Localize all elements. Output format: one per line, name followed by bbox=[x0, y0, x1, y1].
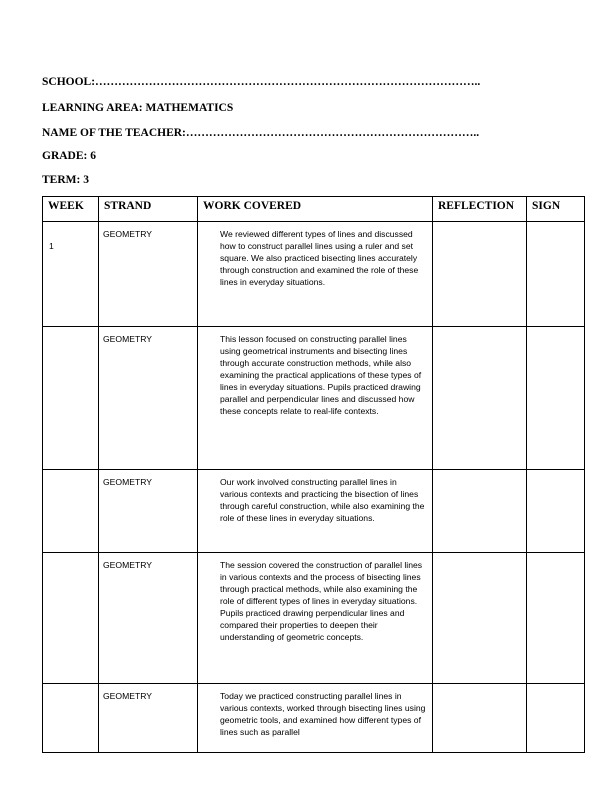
sign-cell[interactable] bbox=[527, 470, 585, 553]
reflection-cell[interactable] bbox=[433, 222, 527, 327]
strand-cell: GEOMETRY bbox=[99, 327, 198, 470]
strand-cell: GEOMETRY bbox=[99, 684, 198, 753]
column-header-week: WEEK bbox=[43, 197, 99, 222]
table-row bbox=[43, 327, 585, 470]
work-covered-cell: Our work involved constructing parallel lines in various contexts and practicing the bisection of lines through careful construction, while also examining the role of these lines in everyday situations. bbox=[198, 470, 433, 553]
table-row bbox=[43, 684, 585, 753]
week-cell bbox=[43, 553, 99, 684]
reflection-cell[interactable] bbox=[433, 470, 527, 553]
column-header-strand: STRAND bbox=[99, 197, 198, 222]
work-covered-cell: The session covered the construction of parallel lines in various contexts and the process of bisecting lines through practical methods, while also examining the role of different types of lines in everyday situations. Pupils practiced drawing perpendicular lines and compared their properties to deepen their understanding of geometric concepts. bbox=[198, 553, 433, 684]
work-record-table bbox=[42, 196, 585, 753]
table-row bbox=[43, 222, 585, 327]
work-covered-cell: We reviewed different types of lines and discussed how to construct parallel lines using a ruler and set square. We also practiced bisecting lines accurately through construction and examined the role of these lines in everyday situations. bbox=[198, 222, 433, 327]
sign-cell[interactable] bbox=[527, 553, 585, 684]
teacher-name-field: NAME OF THE TEACHER:………………………………………………………………….. bbox=[42, 127, 480, 139]
week-cell: 1 bbox=[43, 222, 99, 327]
work-covered-cell: This lesson focused on constructing parallel lines using geometrical instruments and bisecting lines through accurate construction methods, while also examining the practical applications of these types of lines in everyday situations. Pupils practiced drawing parallel and perpendicular lines and discussed how these concepts relate to real-life contexts. bbox=[198, 327, 433, 470]
work-covered-text: Today we practiced constructing parallel lines in various contexts, worked through bisecting lines using geometric tools, and examined how different types of lines such as parallel bbox=[220, 691, 426, 737]
grade-label: GRADE: 6 bbox=[42, 150, 96, 162]
week-cell bbox=[43, 327, 99, 470]
term-label: TERM: 3 bbox=[42, 174, 89, 186]
table-header-row bbox=[43, 197, 585, 222]
table-row bbox=[43, 553, 585, 684]
reflection-cell[interactable] bbox=[433, 327, 527, 470]
column-header-work-covered: WORK COVERED bbox=[198, 197, 433, 222]
school-field: SCHOOL:……………………………………………………………………………………….. bbox=[42, 76, 481, 88]
sign-cell[interactable] bbox=[527, 327, 585, 470]
column-header-reflection: REFLECTION bbox=[433, 197, 527, 222]
strand-cell: GEOMETRY bbox=[99, 553, 198, 684]
learning-area: LEARNING AREA: MATHEMATICS bbox=[42, 102, 234, 114]
reflection-cell[interactable] bbox=[433, 553, 527, 684]
strand-cell: GEOMETRY bbox=[99, 222, 198, 327]
week-cell bbox=[43, 470, 99, 553]
strand-cell: GEOMETRY bbox=[99, 470, 198, 553]
work-covered-cell bbox=[198, 684, 433, 753]
column-header-sign: SIGN bbox=[527, 197, 585, 222]
reflection-cell[interactable] bbox=[433, 684, 527, 753]
week-cell bbox=[43, 684, 99, 753]
sign-cell[interactable] bbox=[527, 684, 585, 753]
table-row bbox=[43, 470, 585, 553]
sign-cell[interactable] bbox=[527, 222, 585, 327]
